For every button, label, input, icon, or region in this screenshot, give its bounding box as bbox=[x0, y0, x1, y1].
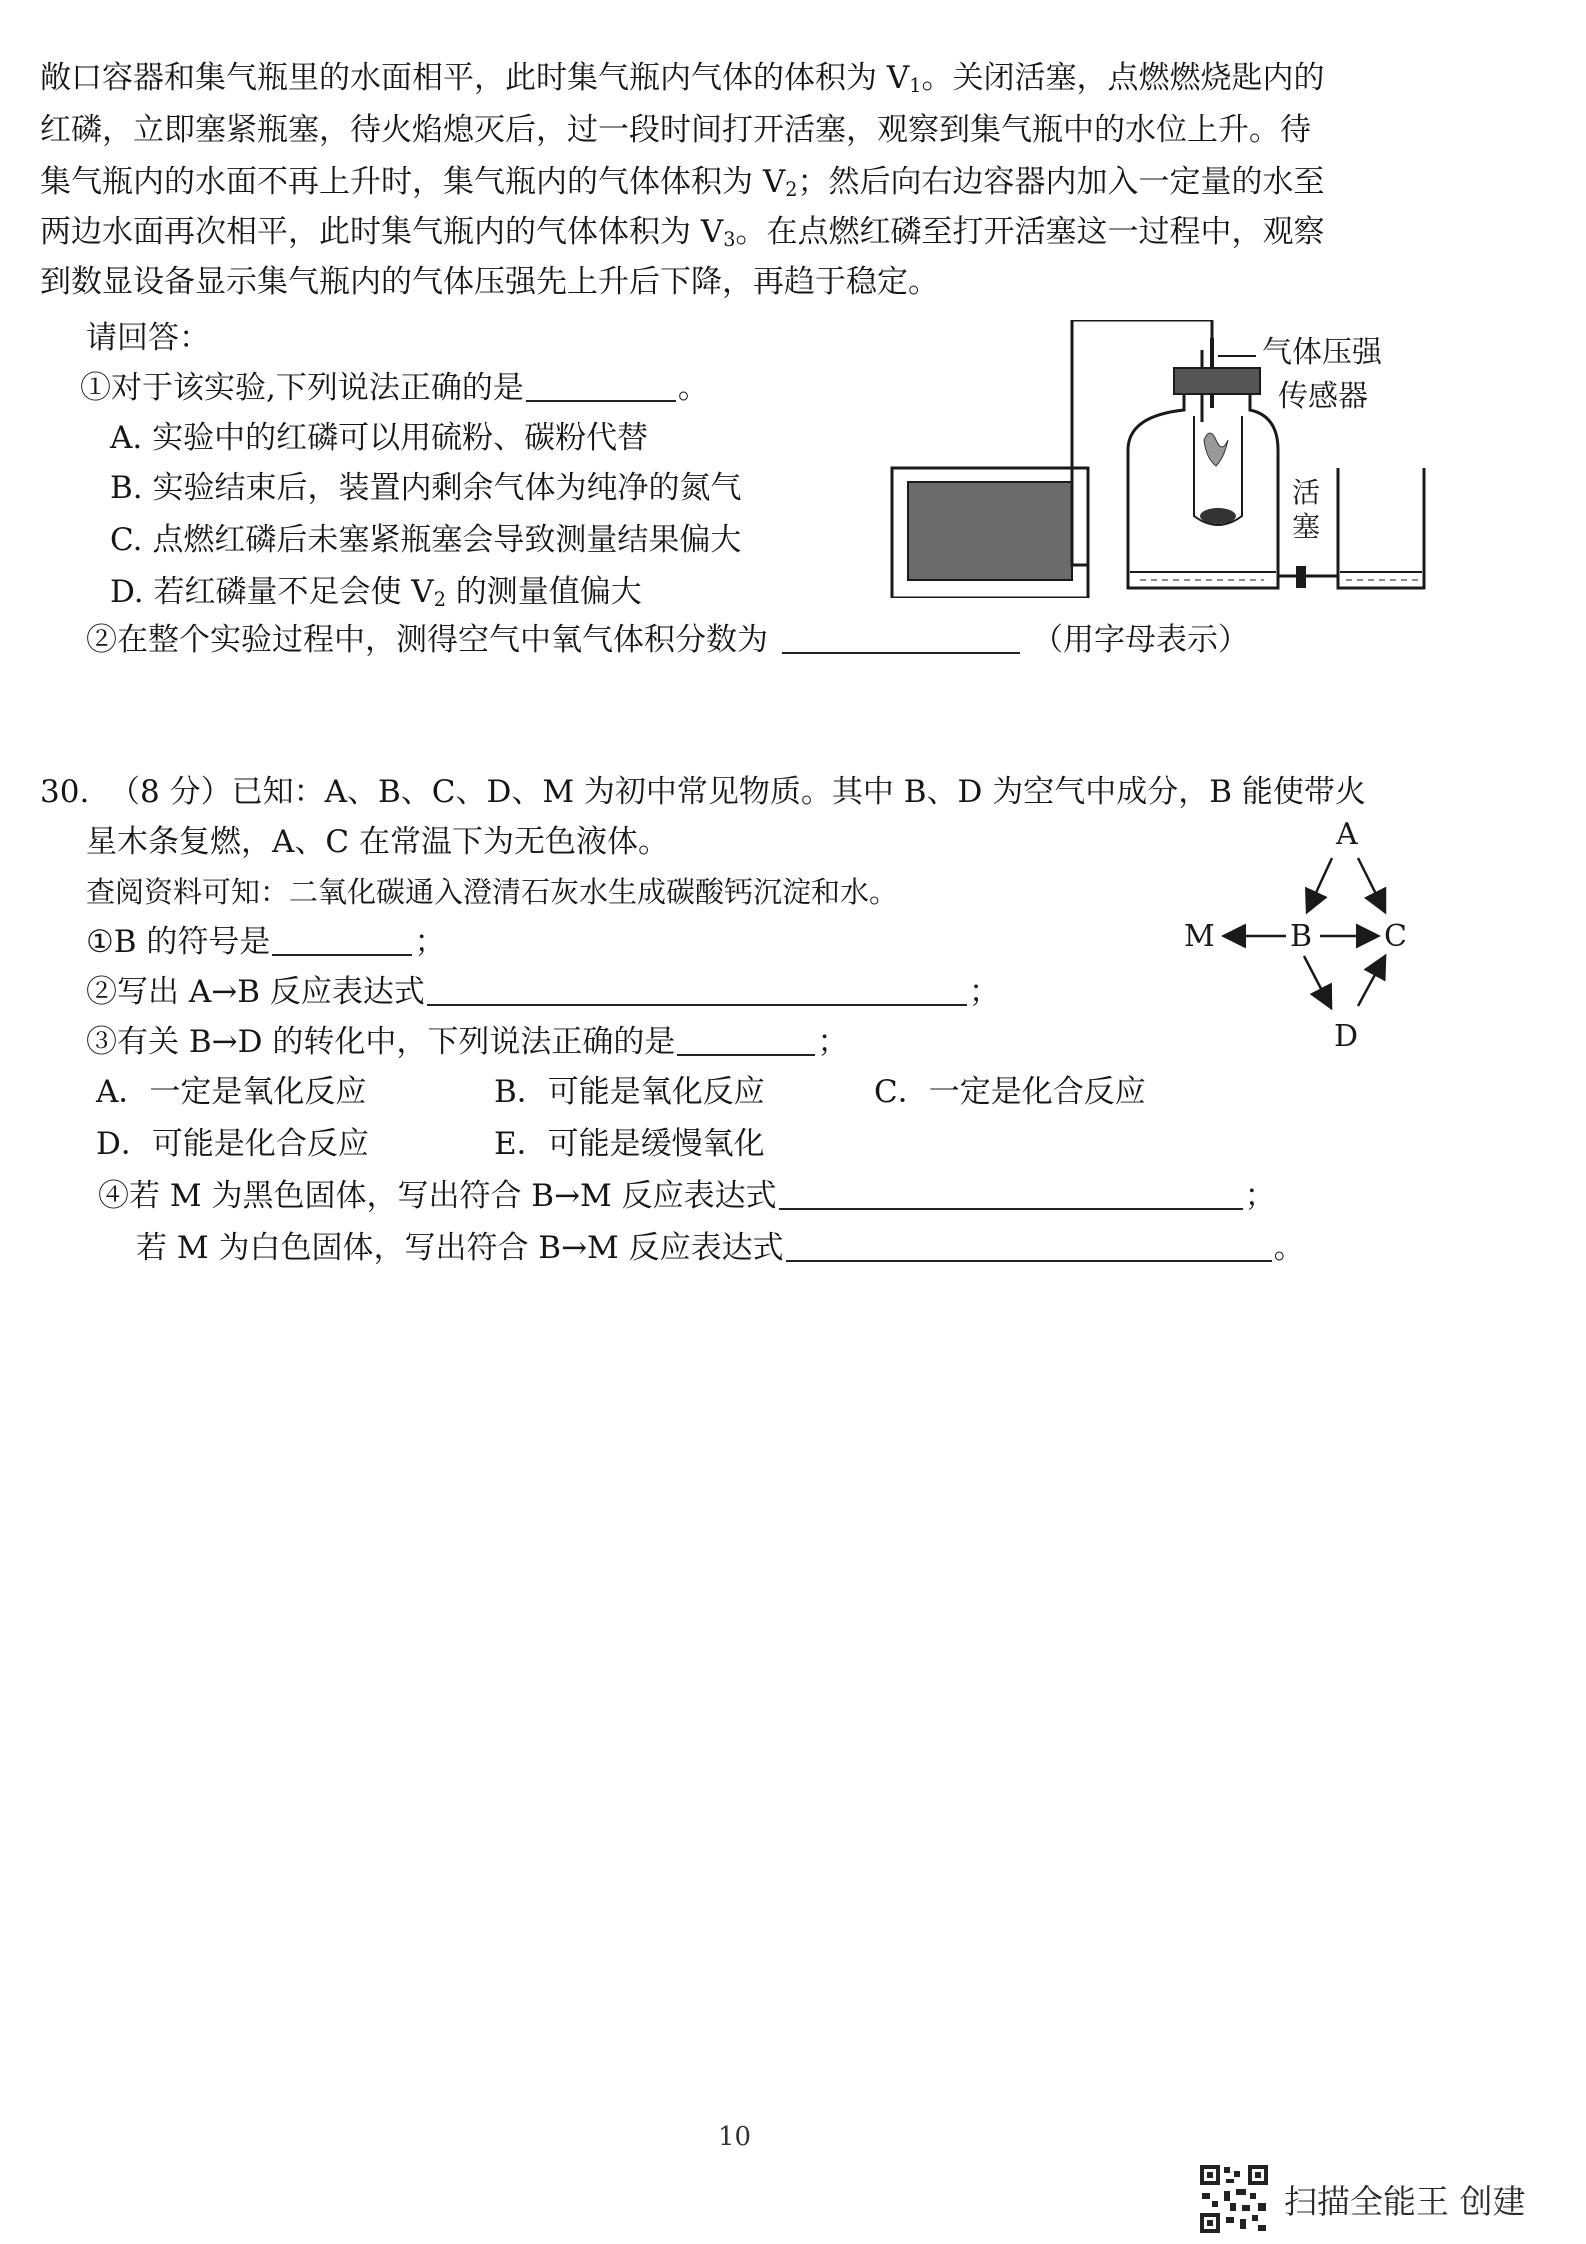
intro-line-4: 两边水面再次相平，此时集气瓶内的气体体积为 $V_3$。在点燃红磷至打开活塞这一过程中，观察 bbox=[40, 214, 1325, 252]
transformation-diagram bbox=[1178, 810, 1428, 1050]
red-phosphorus-spoon bbox=[1200, 508, 1236, 524]
q30-sub2: ②写出 A→B 反应表达式 ； bbox=[86, 974, 1000, 1010]
bottle-stopper bbox=[1174, 368, 1260, 394]
q29-option-c: C. 点燃红磷后未塞紧瓶塞会导致测量结果偏大 bbox=[110, 522, 742, 558]
q29-sub2-answer-blank[interactable] bbox=[782, 624, 1020, 654]
q30-sub4a: ④若 M 为黑色固体，写出符合 B→M 反应表达式 ； bbox=[98, 1178, 1276, 1214]
gas-bottle bbox=[1128, 394, 1278, 588]
intro-line-3: 集气瓶内的水面不再上升时，集气瓶内的气体体积为 $V_2$；然后向右边容器内加入一定量的水至 bbox=[40, 164, 1325, 202]
node-c: C bbox=[1384, 919, 1407, 954]
q30-sub3-answer-blank[interactable] bbox=[677, 1026, 815, 1056]
sensor-label-line2: 传感器 bbox=[1278, 379, 1368, 414]
q30-options-row1: A．一定是氧化反应 B．可能是氧化反应 C．一定是化合反应 bbox=[96, 1074, 1146, 1110]
open-container bbox=[1338, 468, 1424, 588]
q29-sub1: ①对于该实验,下列说法正确的是 。 bbox=[80, 370, 709, 406]
q29-sub1-answer-blank[interactable] bbox=[526, 372, 676, 402]
node-a: A bbox=[1336, 817, 1358, 852]
page-number: 10 bbox=[718, 2122, 752, 2152]
sensor-cable bbox=[1072, 320, 1212, 565]
node-m: M bbox=[1184, 919, 1215, 954]
intro-line-5: 到数显设备显示集气瓶内的气体压强先上升后下降，再趋于稳定。 bbox=[40, 264, 939, 300]
arrow-a-to-c bbox=[1358, 858, 1384, 910]
q29-sub2: ②在整个实验过程中，测得空气中氧气体积分数为 （用字母表示） bbox=[86, 622, 1249, 658]
sensor-label-line1: 气体压强 bbox=[1262, 335, 1382, 370]
q30-sub4b: 若 M 为白色固体，写出符合 B→M 反应表达式 。 bbox=[136, 1230, 1305, 1266]
node-d: D bbox=[1334, 1019, 1359, 1050]
node-b: B bbox=[1290, 919, 1313, 954]
arrow-d-to-c bbox=[1358, 958, 1384, 1006]
q30-sub4b-answer-blank[interactable] bbox=[786, 1232, 1272, 1262]
laptop-display bbox=[908, 482, 1072, 580]
q30-line-2: 星木条复燃，A、C 在常温下为无色液体。 bbox=[86, 824, 669, 860]
intro-line-1: 敞口容器和集气瓶里的水面相平，此时集气瓶内气体的体积为 $V_1$。关闭活塞，点燃燃烧匙内的 bbox=[40, 60, 1325, 98]
valve bbox=[1296, 566, 1306, 588]
q30-line-3: 查阅资料可知：二氧化碳通入澄清石灰水生成碳酸钙沉淀和水。 bbox=[86, 875, 899, 909]
q30-sub4a-answer-blank[interactable] bbox=[779, 1180, 1243, 1210]
q30-options-row2: D．可能是化合反应 E．可能是缓慢氧化 bbox=[96, 1126, 765, 1162]
valve-label-1: 活 bbox=[1292, 476, 1321, 509]
intro-line-2: 红磷，立即塞紧瓶塞，待火焰熄灭后，过一段时间打开活塞，观察到集气瓶中的水位上升。待 bbox=[40, 112, 1311, 148]
arrow-a-to-b bbox=[1308, 858, 1332, 910]
qr-code-icon bbox=[1198, 2163, 1270, 2235]
q30-sub1: ①B 的符号是 ； bbox=[86, 924, 446, 960]
watermark-text: 扫描全能王 创建 bbox=[1284, 2181, 1526, 2221]
q30-line-1: 30. （8 分）已知：A、B、C、D、M 为初中常见物质。其中 B、D 为空气中成分，B 能使带火 bbox=[40, 774, 1366, 810]
q29-option-a: A. 实验中的红磷可以用硫粉、碳粉代替 bbox=[110, 420, 649, 456]
apparatus-figure bbox=[878, 320, 1438, 598]
arrow-b-to-d bbox=[1304, 956, 1330, 1006]
flame bbox=[1204, 433, 1228, 466]
q29-option-b: B. 实验结束后，装置内剩余气体为纯净的氮气 bbox=[110, 470, 742, 506]
scanner-watermark bbox=[1198, 2163, 1526, 2235]
q29-prompt: 请回答： bbox=[86, 320, 210, 356]
q30-sub1-answer-blank[interactable] bbox=[272, 926, 412, 956]
valve-label-2: 塞 bbox=[1292, 510, 1321, 543]
q29-option-d: D. 若红磷量不足会使 $V_2$ 的测量值偏大 bbox=[110, 574, 642, 612]
q30-sub2-answer-blank[interactable] bbox=[427, 976, 967, 1006]
q30-sub3: ③有关 B→D 的转化中，下列说法正确的是 ； bbox=[86, 1024, 849, 1060]
